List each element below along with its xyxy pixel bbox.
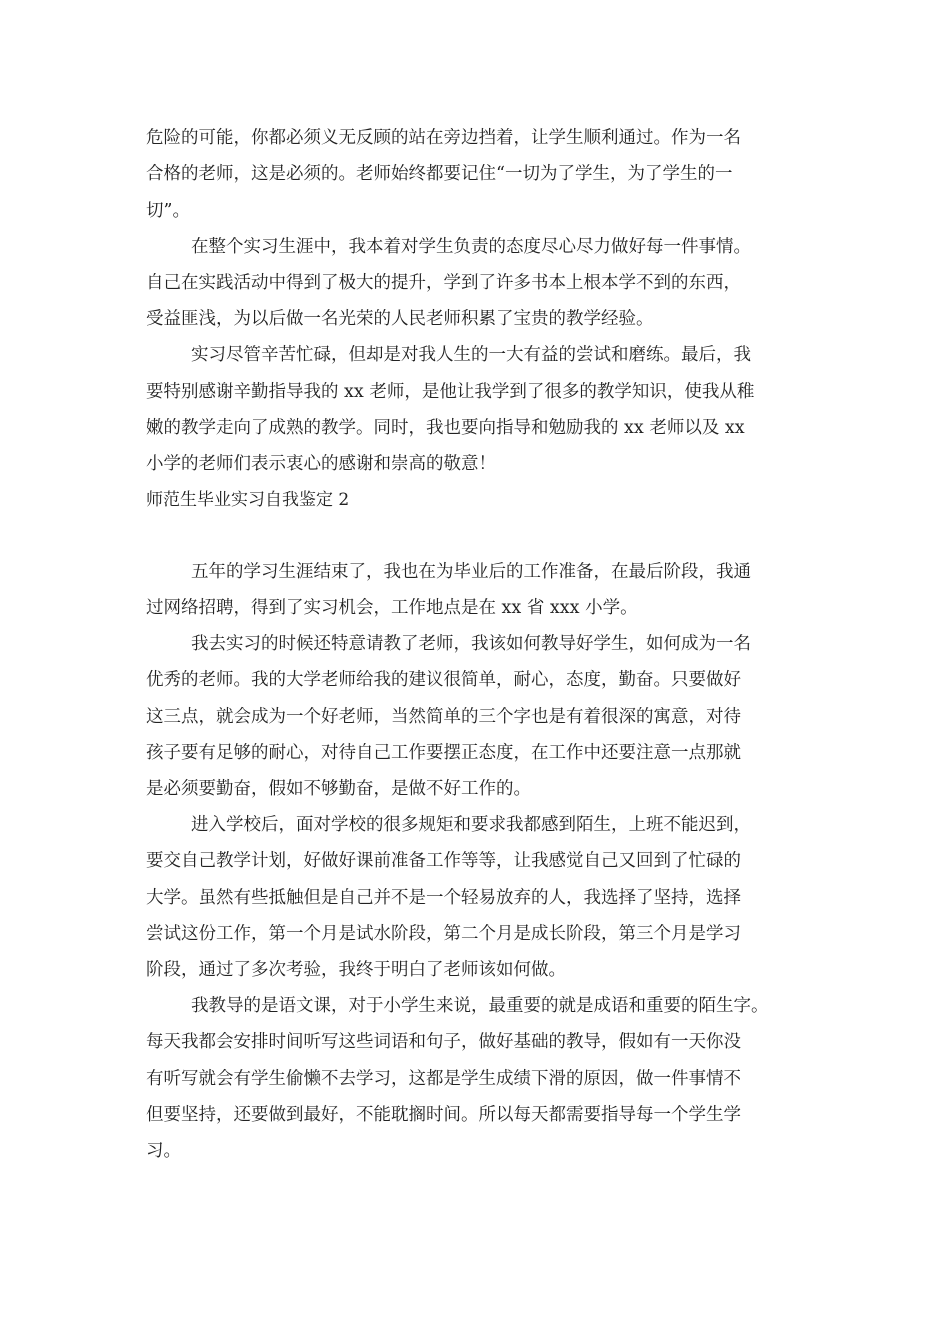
- text-line: 受益匪浅，为以后做一名光荣的人民老师积累了宝贵的教学经验。: [146, 309, 654, 329]
- text-line: 有听写就会有学生偷懒不去学习，这都是学生成绩下滑的原因，做一件事情不: [146, 1069, 741, 1089]
- text-line: 但要坚持，还要做到最好，不能耽搁时间。所以每天都需要指导每一个学生学: [146, 1105, 741, 1125]
- text-line: 实习尽管辛苦忙碌，但却是对我人生的一大有益的尝试和磨练。最后，我: [191, 345, 751, 365]
- text-line: 孩子要有足够的耐心，对待自己工作要摆正态度，在工作中还要注意一点那就: [146, 743, 741, 763]
- text-line: 危险的可能，你都必须义无反顾的站在旁边挡着，让学生顺利通过。作为一名: [146, 128, 741, 148]
- text-line: 进入学校后，面对学校的很多规矩和要求我都感到陌生，上班不能迟到，: [191, 815, 751, 835]
- text-line: 是必须要勤奋，假如不够勤奋，是做不好工作的。: [146, 779, 531, 799]
- text-line: 小学的老师们表示衷心的感谢和崇高的敬意！: [146, 454, 496, 474]
- text-line: 自己在实践活动中得到了极大的提升，学到了许多书本上根本学不到的东西，: [146, 273, 741, 293]
- text-line: 过网络招聘，得到了实习机会，工作地点是在 xx 省 xxx 小学。: [146, 598, 638, 618]
- text-line: 每天我都会安排时间听写这些词语和句子，做好基础的教导，假如有一天你没: [146, 1032, 741, 1052]
- section-heading: 师范生毕业实习自我鉴定 2: [146, 490, 350, 510]
- text-line: 大学。虽然有些抵触但是自己并不是一个轻易放弃的人，我选择了坚持，选择: [146, 888, 741, 908]
- text-line: 我教导的是语文课，对于小学生来说，最重要的就是成语和重要的陌生字。: [191, 996, 769, 1016]
- text-line: 要特别感谢辛勤指导我的 xx 老师，是他让我学到了很多的教学知识，使我从稚: [146, 382, 755, 402]
- text-line: 这三点，就会成为一个好老师，当然简单的三个字也是有着很深的寓意，对待: [146, 707, 741, 727]
- text-line: 嫩的教学走向了成熟的教学。同时，我也要向指导和勉励我的 xx 老师以及 xx: [146, 418, 745, 438]
- text-line: 合格的老师，这是必须的。老师始终都要记住“一切为了学生，为了学生的一: [146, 164, 733, 184]
- text-line: 阶段，通过了多次考验，我终于明白了老师该如何做。: [146, 960, 566, 980]
- text-line: 优秀的老师。我的大学老师给我的建议很简单，耐心，态度，勤奋。只要做好: [146, 670, 741, 690]
- text-line: 习。: [146, 1141, 181, 1161]
- text-line: 尝试这份工作，第一个月是试水阶段，第二个月是成长阶段，第三个月是学习: [146, 924, 741, 944]
- text-line: 我去实习的时候还特意请教了老师，我该如何教导好学生，如何成为一名: [191, 634, 751, 654]
- text-line: 切”。: [146, 201, 190, 221]
- text-line: 要交自己教学计划，好做好课前准备工作等等，让我感觉自己又回到了忙碌的: [146, 851, 741, 871]
- text-line: 五年的学习生涯结束了，我也在为毕业后的工作准备，在最后阶段，我通: [191, 562, 751, 582]
- text-line: 在整个实习生涯中，我本着对学生负责的态度尽心尽力做好每一件事情。: [191, 237, 751, 257]
